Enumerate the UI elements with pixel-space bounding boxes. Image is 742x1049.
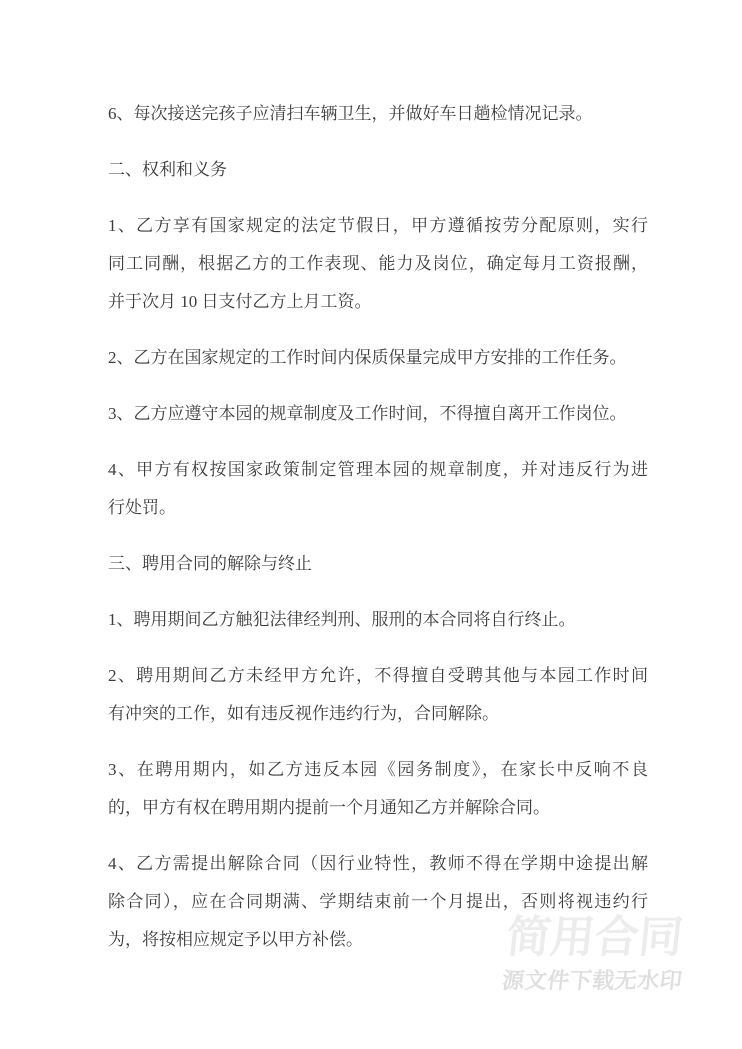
text-line: 3、乙方应遵守本园的规章制度及工作时间，不得擅自离开工作岗位。	[108, 404, 627, 423]
text-line: 并于次月 10 日支付乙方上月工资。	[108, 292, 372, 311]
text-line: 3、在聘用期内，如乙方违反本园《园务制度》，在家长中反响不良	[108, 760, 648, 779]
text-line: 2、聘用期间乙方未经甲方允许，不得擅自受聘其他与本园工作时间	[108, 666, 648, 685]
paragraph	[108, 451, 648, 527]
paragraph	[108, 95, 648, 133]
text-line: 除合同），应在合同期满、学期结束前一个月提出，否则将视违约行	[108, 892, 648, 911]
text-line: 1、乙方享有国家规定的法定节假日，甲方遵循按劳分配原则，实行	[108, 216, 648, 235]
text-line: 行处罚。	[108, 498, 176, 517]
paragraph	[108, 751, 648, 827]
text-line: 的，甲方有权在聘用期内提前一个月通知乙方并解除合同。	[108, 798, 550, 817]
text-line: 4、乙方需提出解除合同（因行业特性，教师不得在学期中途提出解	[108, 854, 648, 873]
text-line: 三、聘用合同的解除与终止	[108, 554, 312, 573]
section-heading	[108, 151, 648, 189]
text-line: 有冲突的工作，如有违反视作违约行为，合同解除。	[108, 704, 499, 723]
paragraph	[108, 395, 648, 433]
text-line: 二、权利和义务	[108, 160, 227, 179]
paragraph	[108, 207, 648, 321]
text-line: 同工同酬，根据乙方的工作表现、能力及岗位，确定每月工资报酬，	[108, 254, 648, 273]
paragraph	[108, 657, 648, 733]
text-line: 2、乙方在国家规定的工作时间内保质保量完成甲方安排的工作任务。	[108, 348, 627, 367]
text-line: 4、甲方有权按国家政策制定管理本园的规章制度，并对违反行为进	[108, 460, 648, 479]
watermark-title: 简用合同	[504, 913, 686, 962]
paragraph	[108, 601, 648, 639]
text-line: 1、聘用期间乙方触犯法律经判刑、服刑的本合同将自行终止。	[108, 610, 576, 629]
text-line: 6、每次接送完孩子应清扫车辆卫生，并做好车日趟检情况记录。	[108, 104, 593, 123]
paragraph	[108, 339, 648, 377]
watermark-subtitle: 源文件下载无水印	[500, 968, 684, 993]
text-line: 为，将按相应规定予以甲方补偿。	[108, 930, 363, 949]
paragraph	[108, 845, 648, 959]
section-heading	[108, 545, 648, 583]
document-content	[108, 95, 648, 977]
